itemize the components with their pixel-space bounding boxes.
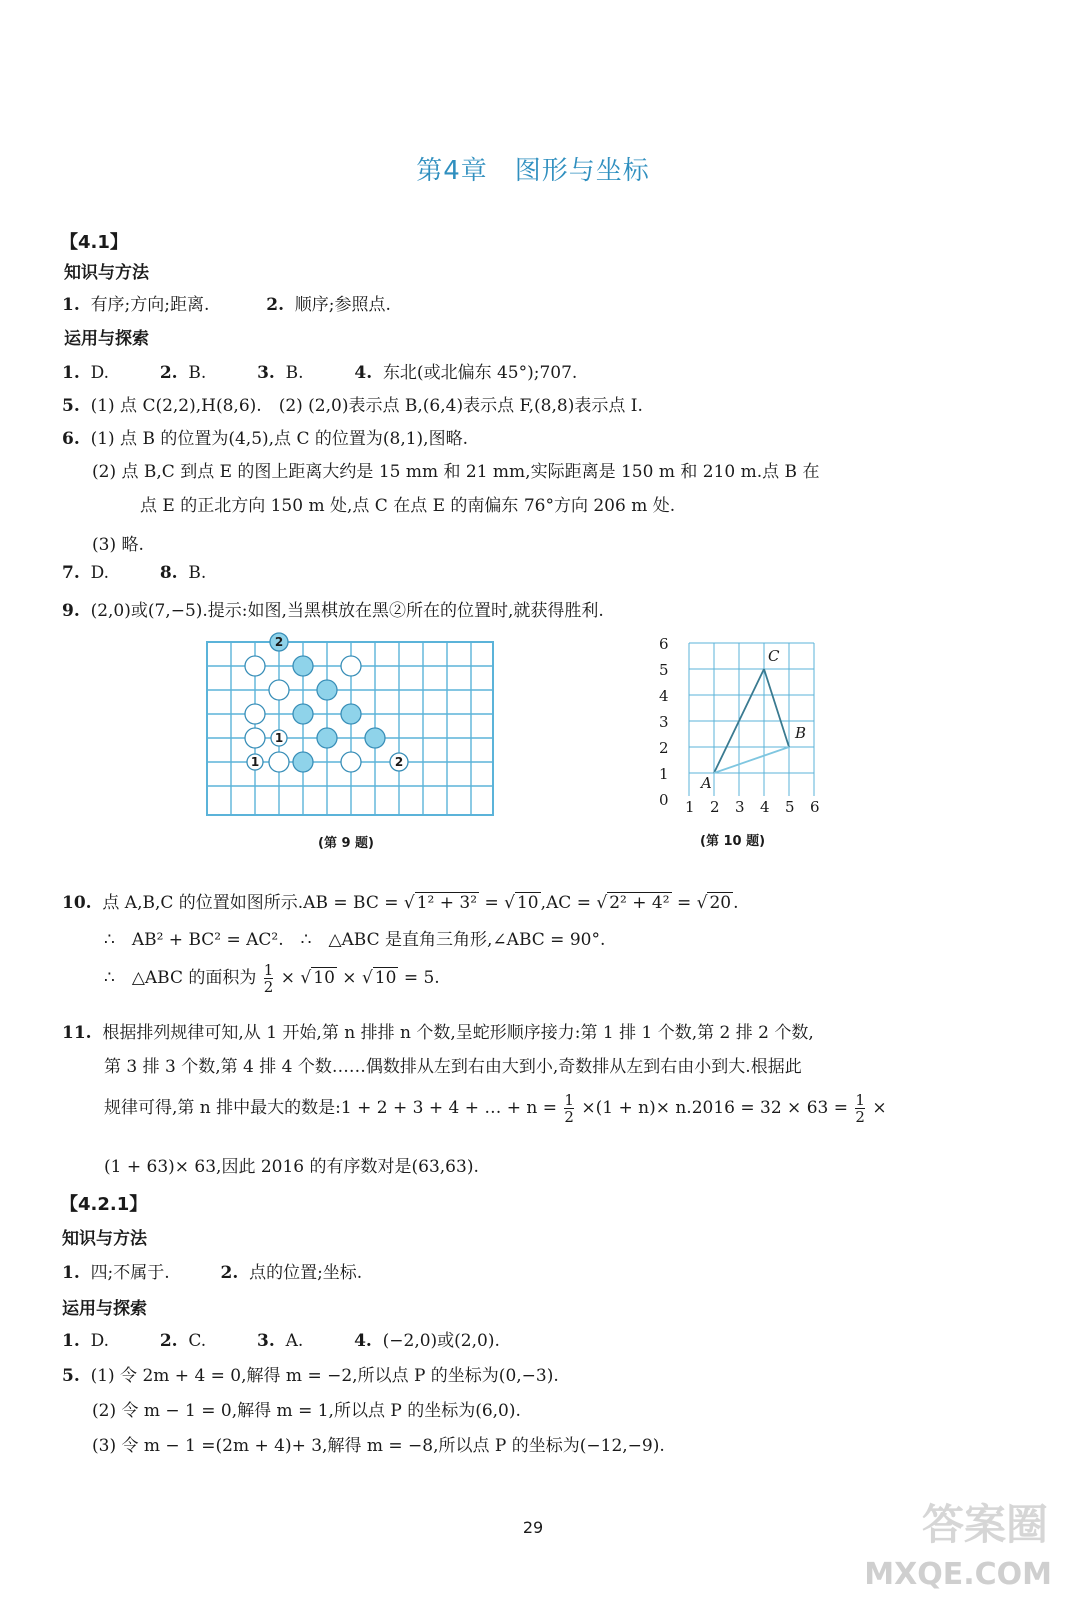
answer-6b: (2) 点 B,C 到点 E 的图上距离大约是 15 mm 和 21 mm,实际距离是 150 m 和 210 m.点 B 在: [92, 462, 820, 482]
white-stone: [269, 680, 289, 700]
answer-11b: 第 3 排 3 个数,第 4 排 4 个数……偶数排从左到右由大到小,奇数排从左到右由小到大.根据此: [104, 1057, 802, 1077]
white-stone: [269, 752, 289, 772]
x-tick: 3: [735, 798, 745, 816]
chapter-title: 第4章 图形与坐标: [416, 156, 650, 186]
knowledge-heading: 知识与方法: [64, 263, 149, 283]
black-stone: [293, 704, 313, 724]
stone-label: 1: [274, 731, 284, 745]
section-header-4-1: 【4.1】: [60, 232, 128, 253]
white-stone: [245, 728, 265, 748]
y-tick: 6: [659, 635, 669, 653]
page-number: 29: [522, 1518, 544, 1537]
x-tick: 6: [810, 798, 820, 816]
figure-9-board: [200, 632, 500, 822]
answer-11d: (1 + 63)× 63,因此 2016 的有序数对是(63,63).: [104, 1157, 479, 1177]
x-tick: 5: [785, 798, 795, 816]
black-stone: [341, 704, 361, 724]
x-tick: 4: [760, 798, 770, 816]
knowledge-heading: 知识与方法: [62, 1229, 147, 1249]
practice-heading: 运用与探索: [62, 1299, 147, 1319]
answer-5: 5. (1) 点 C(2,2),H(8,6). (2) (2,0)表示点 B,(6,4)表示点 F,(8,8)表示点 I.: [62, 396, 643, 416]
answer-5a: 5. (1) 令 2m + 4 = 0,解得 m = −2,所以点 P 的坐标为(0,−3).: [62, 1366, 559, 1386]
y-tick: 2: [659, 739, 669, 757]
stone-label: 2: [394, 755, 404, 769]
answer-6d: (3) 略.: [92, 535, 144, 555]
answer-line-1-4: 1. D. 2. B. 3. B. 4. 东北(或北偏东 45°);707.: [62, 363, 578, 383]
white-stone: [341, 752, 361, 772]
practice-heading: 运用与探索: [64, 329, 149, 349]
y-tick: 4: [659, 687, 669, 705]
watermark-text: MXQE.COM: [864, 1557, 1052, 1592]
y-tick: 5: [659, 661, 669, 679]
answer-11a: 11. 根据排列规律可知,从 1 开始,第 n 排排 n 个数,呈蛇形顺序接力:第 1 排 1 个数,第 2 排 2 个数,: [62, 1023, 814, 1043]
point-a-label: A: [701, 774, 712, 792]
black-stone: [293, 752, 313, 772]
white-stone: [245, 656, 265, 676]
watermark-logo: 答案圈: [921, 1500, 1048, 1549]
answer-6a: 6. (1) 点 B 的位置为(4,5),点 C 的位置为(8,1),图略.: [62, 429, 468, 449]
answer-6c: 点 E 的正北方向 150 m 处,点 C 在点 E 的南偏东 76°方向 206 m 处.: [140, 496, 676, 516]
segment-cb: [764, 669, 789, 747]
y-tick: 3: [659, 713, 669, 731]
white-stone: [341, 656, 361, 676]
answer-10b: ∴ AB² + BC² = AC². ∴ △ABC 是直角三角形,∠ABC = 90°.: [104, 930, 606, 950]
answer-9: 9. (2,0)或(7,−5).提示:如图,当黑棋放在黑②所在的位置时,就获得胜利.: [62, 601, 604, 621]
answer-5b: (2) 令 m − 1 = 0,解得 m = 1,所以点 P 的坐标为(6,0).: [92, 1401, 521, 1421]
x-tick: 2: [710, 798, 720, 816]
knowledge-line: 1. 有序;方向;距离. 2. 顺序;参照点.: [62, 295, 391, 315]
black-stone: [365, 728, 385, 748]
section-header-4-2-1: 【4.2.1】: [60, 1194, 148, 1215]
answer-10c: ∴ △ABC 的面积为 $\frac{1}{2}$ × √ 10 × √ 10 = 5.: [104, 961, 440, 996]
figure-10-grid: [645, 628, 845, 828]
point-b-label: B: [795, 724, 807, 742]
answer-7-8: 7. D. 8. B.: [62, 563, 207, 583]
knowledge-line: 1. 四;不属于. 2. 点的位置;坐标.: [62, 1263, 363, 1283]
figure-9-caption: (第 9 题): [318, 836, 374, 851]
stone-label: 2: [274, 635, 284, 649]
answer-line-1-4: 1. D. 2. C. 3. A. 4. (−2,0)或(2,0).: [62, 1331, 500, 1351]
answer-10a: 10. 点 A,B,C 的位置如图所示.AB = BC = √ 1² + 3² = √ 10 ,AC = √ 2² + 4² = √ 20 .: [62, 893, 739, 913]
black-stone: [317, 728, 337, 748]
origin-label: 0: [659, 791, 669, 809]
figure-10-caption: (第 10 题): [700, 834, 766, 849]
y-tick: 1: [659, 765, 669, 783]
black-stone: [317, 680, 337, 700]
answer-11c: 规律可得,第 n 排中最大的数是:1 + 2 + 3 + 4 + … + n = $\frac{1}{2}$ ×(1 + n)× n.2016 = 32 × 63 = $\frac{1}{2}$ ×: [104, 1091, 887, 1126]
stone-label: 1: [250, 755, 260, 769]
x-tick: 1: [685, 798, 695, 816]
white-stone: [245, 704, 265, 724]
black-stone: [293, 656, 313, 676]
answer-5c: (3) 令 m − 1 =(2m + 4)+ 3,解得 m = −8,所以点 P 的坐标为(−12,−9).: [92, 1436, 665, 1456]
point-c-label: C: [768, 647, 780, 665]
